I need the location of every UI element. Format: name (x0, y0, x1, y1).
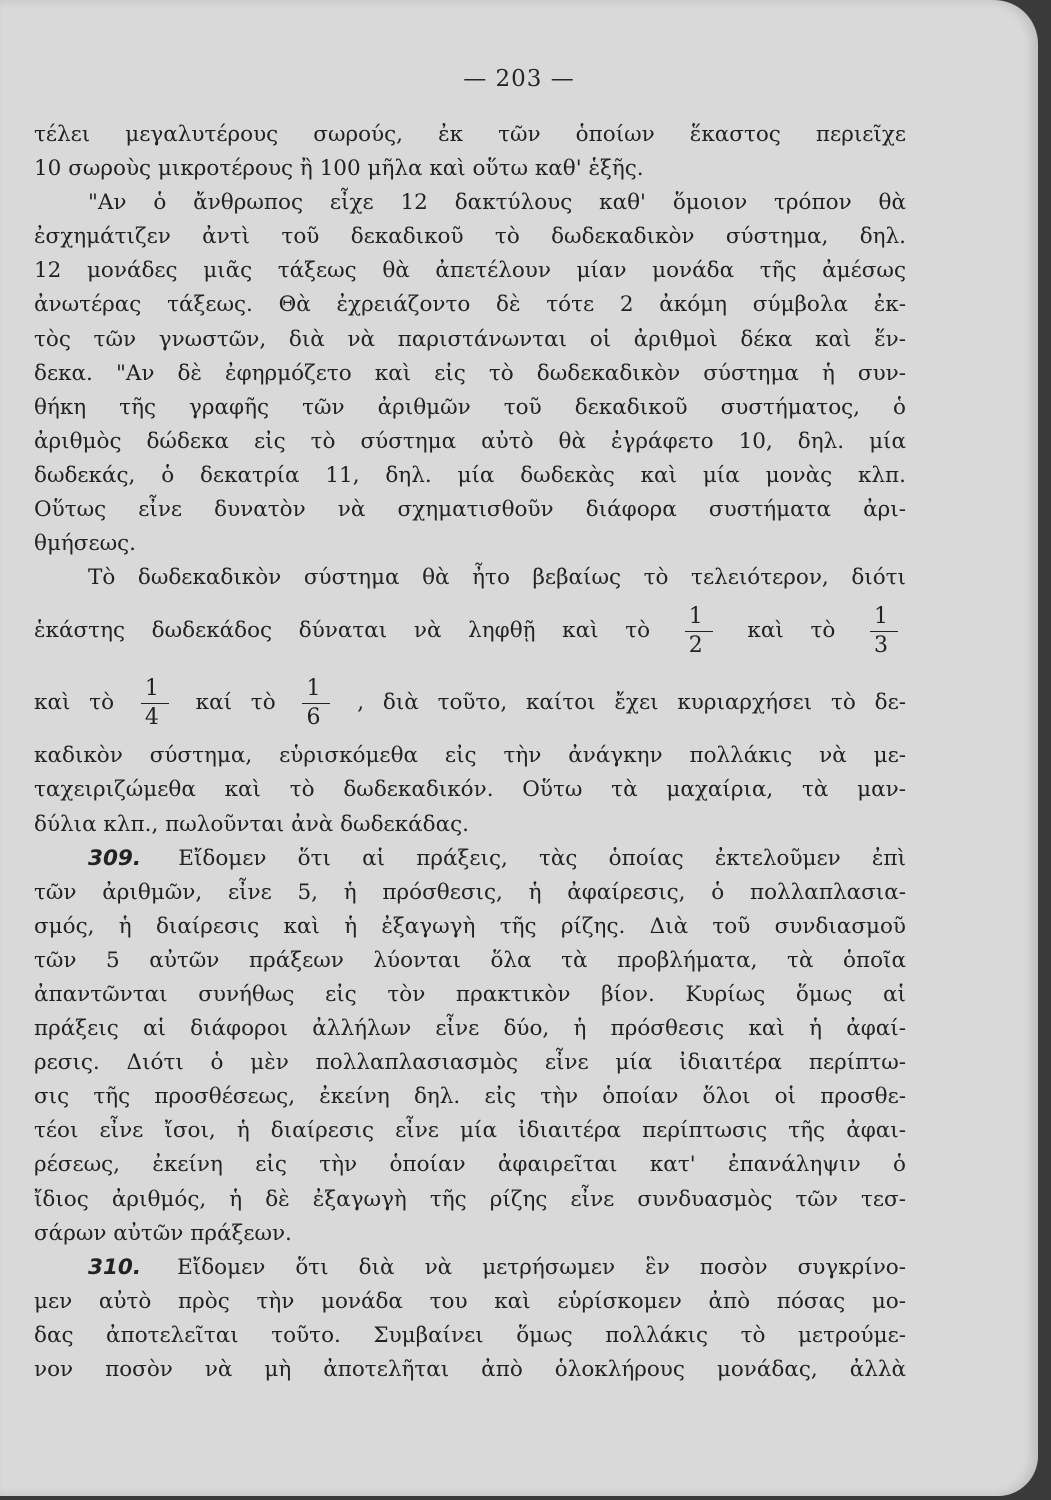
fraction-third (870, 603, 898, 658)
text-line: ἴδιος ἀριθμός, ἡ δὲ ἐξαγωγὴ τῆς ρίζης εἶνε συνδυασμὸς τῶν τεσ- (34, 1186, 906, 1212)
text-segment: καὶ τὸ (747, 618, 836, 644)
text-segment: Εἴδομεν ὅτι διὰ νὰ μετρήσωμεν ἓν ποσὸν συγκρίνο- (177, 1254, 906, 1280)
text-line: μεν αὐτὸ πρὸς τὴν μονάδα του καὶ εὑρίσκομεν ἀπὸ πόσας μο- (34, 1288, 906, 1314)
fraction-bar (685, 631, 713, 632)
text-line: ρέσεως, ἐκείνη εἰς τὴν ὁποίαν ἀφαιρεῖται κατ' ἐπανάληψιν ὁ (34, 1152, 906, 1178)
text-line: σάρων αὐτῶν πράξεων. (34, 1220, 292, 1246)
text-line: 10 σωροὺς μικροτέρους ἢ 100 μῆλα καὶ οὕτω καθ' ἑξῆς. (34, 156, 644, 182)
text-line: πράξεις αἱ διάφοροι ἀλλήλων εἶνε δύο, ἡ πρόσθεσις καὶ ἡ ἀφαί- (34, 1016, 906, 1042)
fraction-denominator: 6 (306, 704, 321, 730)
text-line: σμός, ἡ διαίρεσις καὶ ἡ ἐξαγωγὴ τῆς ρίζης. Διὰ τοῦ συνδιασμοῦ (34, 913, 906, 939)
text-line: τέοι εἶνε ἴσοι, ἡ διαίρεσις εἶνε μία ἰδιαιτέρα περίπτωσις τῆς ἀφαι- (34, 1118, 906, 1144)
fraction-bar (302, 703, 330, 704)
fraction-sixth (302, 675, 330, 730)
fraction-half (685, 603, 713, 658)
text-line: ρεσις. Διότι ὁ μὲν πολλαπλασιασμὸς εἶνε μία ἰδιαιτέρα περίπτω- (34, 1050, 906, 1076)
fraction-numerator: 1 (873, 603, 888, 629)
fraction-denominator: 3 (873, 632, 888, 658)
fraction-numerator: 1 (144, 675, 159, 701)
section-number: 310. (88, 1254, 142, 1280)
text-line: νον ποσὸν νὰ μὴ ἀποτελῆται ἀπὸ ὁλοκλήρους μονάδας, ἀλλὰ (34, 1357, 906, 1382)
text-line: δύλια κλπ., πωλοῦνται ἀνὰ δωδεκάδας. (34, 811, 469, 837)
text-line: σις τῆς προσθέσεως, ἐκείνη δηλ. εἰς τὴν ὁποίαν ὅλοι οἱ προσθε- (34, 1084, 906, 1110)
fraction-denominator: 4 (144, 704, 159, 730)
fraction-numerator: 1 (688, 603, 703, 629)
text-line: δας ἀποτελεῖται τοῦτο. Συμβαίνει ὅμως πολλάκις τὸ μετρούμε- (34, 1322, 906, 1348)
fraction-quarter (141, 675, 169, 730)
text-segment: καί τὸ (195, 690, 276, 716)
text-line: Οὕτως εἶνε δυνατὸν νὰ σχηματισθοῦν διάφορα συστήματα ἀρι- (34, 497, 906, 523)
text-line: τῶν ἀριθμῶν, εἶνε 5, ἡ πρόσθεσις, ἡ ἀφαίρεσις, ὁ πολλαπλασια- (34, 879, 906, 905)
page-number: — 203 — (463, 66, 575, 92)
fraction-line (34, 595, 906, 667)
fraction-bar (870, 631, 898, 632)
fraction-numerator: 1 (306, 675, 321, 701)
text-line: θήκη τῆς γραφῆς τῶν ἀριθμῶν τοῦ δεκαδικοῦ συστήματος, ὁ (34, 394, 906, 420)
text-line: καδικὸν σύστημα, εὑρισκόμεθα εἰς τὴν ἀνάγκην πολλάκις νὰ με- (34, 743, 906, 769)
text-line: τέλει μεγαλυτέρους σωρούς, ἐκ τῶν ὁποίων ἕκαστος περιεῖχε (34, 122, 906, 147)
section-309-heading (34, 842, 906, 876)
text-line: τῶν 5 αὐτῶν πράξεων λύονται ὅλα τὰ προβλήματα, τὰ ὁποῖα (34, 947, 906, 973)
text-line: ταχειριζώμεθα καὶ τὸ δωδεκαδικόν. Οὕτω τὰ μαχαίρια, τὰ μαν- (34, 777, 906, 803)
page-text (34, 118, 906, 1387)
text-line: 12 μονάδες μιᾶς τάξεως θὰ ἀπετέλουν μίαν μονάδα τῆς ἀμέσως (34, 258, 906, 284)
section-number: 309. (88, 845, 142, 871)
text-line: δεκα. "Αν δὲ ἐφηρμόζετο καὶ εἰς τὸ δωδεκαδικὸν σύστημα ἡ συν- (34, 360, 906, 386)
fraction-line (34, 667, 906, 739)
text-line: δωδεκάς, ὁ δεκατρία 11, δηλ. μία δωδεκὰς καὶ μία μονὰς κλπ. (34, 462, 906, 488)
text-segment: ἑκάστης δωδεκάδος δύναται νὰ ληφθῇ καὶ τὸ (34, 618, 651, 644)
fraction-bar (141, 703, 169, 704)
text-line: τὸς τῶν γνωστῶν, διὰ νὰ παριστάνωνται οἱ ἀριθμοὶ δέκα καὶ ἕν- (34, 326, 906, 352)
text-segment: Εἴδομεν ὅτι αἱ πράξεις, τὰς ὁποίας ἐκτελοῦμεν ἐπὶ (178, 845, 906, 871)
text-segment: , διὰ τοῦτο, καίτοι ἔχει κυριαρχήσει τὸ δε- (357, 690, 906, 716)
text-segment: καὶ τὸ (34, 690, 115, 716)
text-line: θμήσεως. (34, 531, 137, 557)
text-line: ἀνωτέρας τάξεως. Θὰ ἐχρειάζοντο δὲ τότε 2 ἀκόμη σύμβολα ἐκ- (34, 292, 906, 318)
fraction-denominator: 2 (688, 632, 703, 658)
section-310-heading (34, 1251, 906, 1285)
text-line: ἀριθμὸς δώδεκα εἰς τὸ σύστημα αὐτὸ θὰ ἐγράφετο 10, δηλ. μία (34, 428, 906, 454)
text-line: "Αν ὁ ἄνθρωπος εἶχε 12 δακτύλους καθ' ὅμοιον τρόπον θὰ (88, 190, 906, 216)
text-line: ἀπαντῶνται συνήθως εἰς τὸν πρακτικὸν βίον. Κυρίως ὅμως αἱ (34, 981, 906, 1007)
text-line: ἐσχημάτιζεν ἀντὶ τοῦ δεκαδικοῦ τὸ δωδεκαδικὸν σύστημα, δηλ. (34, 224, 906, 250)
text-line: Τὸ δωδεκαδικὸν σύστημα θὰ ἦτο βεβαίως τὸ τελειότερον, διότι (88, 565, 906, 591)
